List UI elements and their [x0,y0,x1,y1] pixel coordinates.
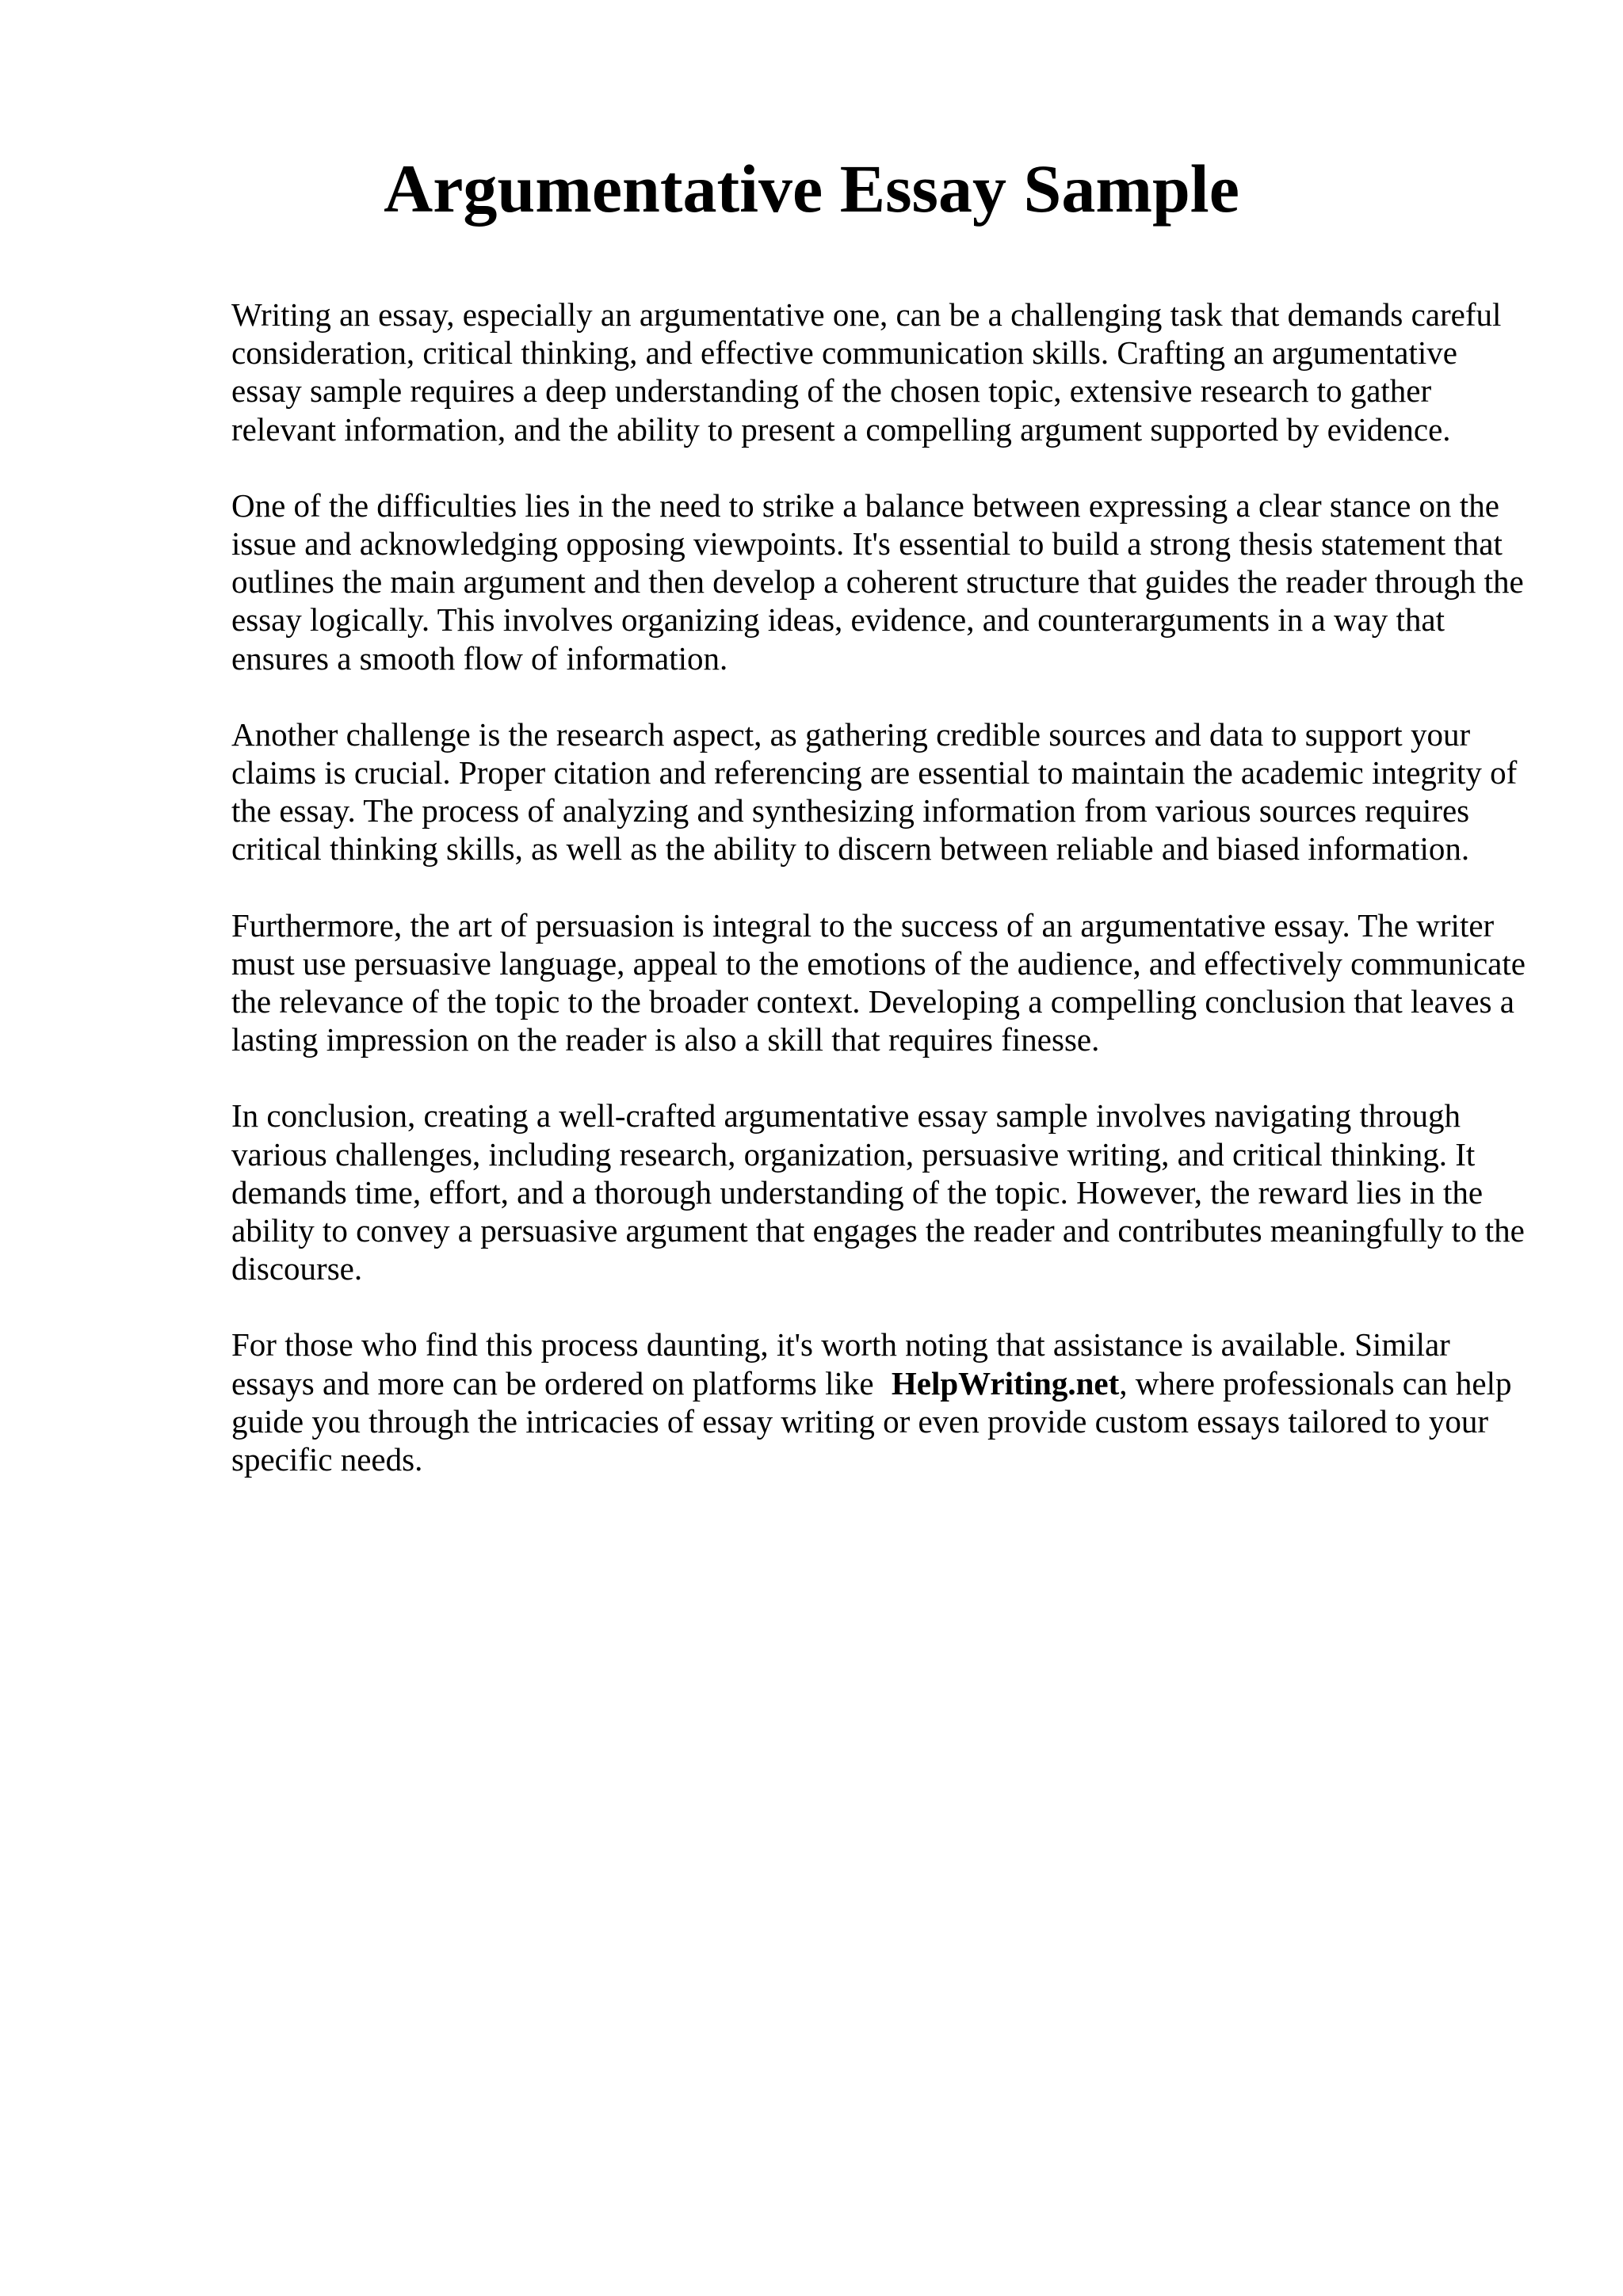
paragraph-2: One of the difficulties lies in the need to strike a balance between expressing a clear stance on the issue and acknowledging opposing viewpoints. It's essential to build a strong thesis statement that outlines the main argument and then develop a coherent structure that guides the reader through the essay logically. This involves organizing ideas, evidence, and counterarguments in a way that ensures a smooth flow of information. [231,486,1524,677]
paragraph-6-lead: For those who find this process daunting, it's worth noting that assistance is available. Similar essays and more can be ordered on platforms like [231,1326,1450,1402]
paragraph-3: Another challenge is the research aspect, as gathering credible sources and data to support your claims is crucial. Proper citation and referencing are essential to maintain the academic integrity of the essay. The process of analyzing and synthesizing information from various sources requires critical thinking skills, as well as the ability to discern between reliable and biased information. [231,715,1518,868]
paragraph-6 [231,1325,1531,1478]
paragraph-4: Furthermore, the art of persuasion is integral to the success of an argumentative essay. The writer must use persuasive language, appeal to the emotions of the audience, and effectively communicate the relevance of the topic to the broader context. Developing a compelling conclusion that leaves a lasting impression on the reader is also a skill that requires finesse. [231,906,1526,1058]
paragraph-6-tail: , where professionals can help guide you through the intricacies of essay writing or even provide custom essays tailored to your specific needs. [231,1364,1512,1478]
brand-link[interactable]: HelpWriting.net [891,1364,1120,1402]
paragraph-1: Writing an essay, especially an argumentative one, can be a challenging task that demands careful consideration, critical thinking, and effective communication skills. Crafting an argumentative essay sample requires a deep understanding of the chosen topic, extensive research to gather relevant information, and the ability to present a compelling argument supported by evidence. [231,296,1502,448]
essay-body [231,296,1531,1516]
page-title: Argumentative Essay Sample [384,151,1239,227]
paragraph-5: In conclusion, creating a well-crafted argumentative essay sample involves navigating through various challenges, including research, organization, persuasive writing, and critical thinking. It demands time, effort, and a thorough understanding of the topic. However, the reward lies in the ability to convey a persuasive argument that engages the reader and contributes meaningfully to the discourse. [231,1097,1525,1287]
